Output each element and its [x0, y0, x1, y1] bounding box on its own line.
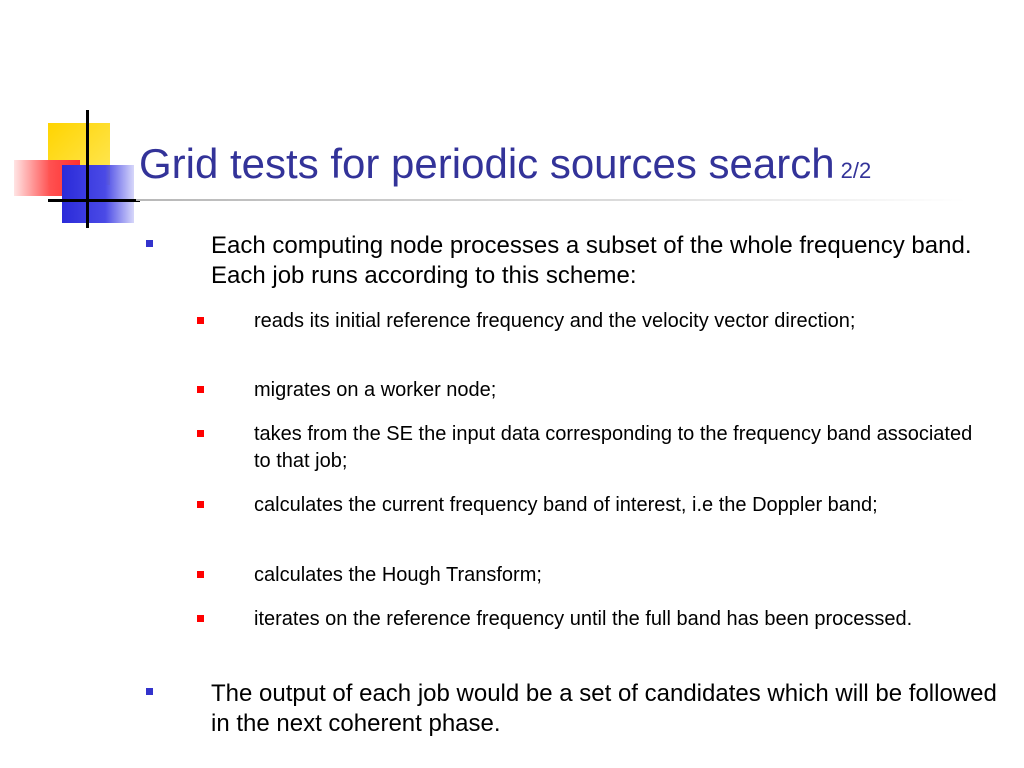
logo-vertical-line: [86, 110, 89, 228]
slide-page-number: 2/2: [840, 158, 872, 183]
logo-blue-square: [62, 165, 134, 223]
square-bullet-icon: [197, 571, 204, 578]
sub-bullet-text: calculates the current frequency band of interest, i.e the Doppler band;: [254, 494, 878, 516]
square-bullet-icon: [146, 688, 153, 695]
bullet-text: Each computing node processes a subset of the whole frequency band. Each job runs according to this scheme:: [211, 232, 972, 289]
bullet-text: The output of each job would be a set of candidates which will be followed in the next coherent phase.: [211, 680, 997, 737]
square-bullet-icon: [197, 430, 204, 437]
sub-bullet-text: reads its initial reference frequency and the velocity vector direction;: [254, 310, 856, 332]
sub-bullet-text: calculates the Hough Transform;: [254, 564, 542, 586]
sub-bullet-text: takes from the SE the input data corresponding to the frequency band associated to that job;: [254, 423, 973, 472]
square-bullet-icon: [146, 240, 153, 247]
slide-title-text: Grid tests for periodic sources search: [139, 140, 835, 187]
slide-title: [139, 141, 871, 187]
title-underline-rule: [136, 199, 966, 201]
square-bullet-icon: [197, 386, 204, 393]
logo-horizontal-line: [48, 199, 140, 202]
square-bullet-icon: [197, 501, 204, 508]
square-bullet-icon: [197, 615, 204, 622]
sub-bullet-text: migrates on a worker node;: [254, 379, 497, 401]
square-bullet-icon: [197, 317, 204, 324]
sub-bullet-text: iterates on the reference frequency until the full band has been processed.: [254, 608, 913, 630]
